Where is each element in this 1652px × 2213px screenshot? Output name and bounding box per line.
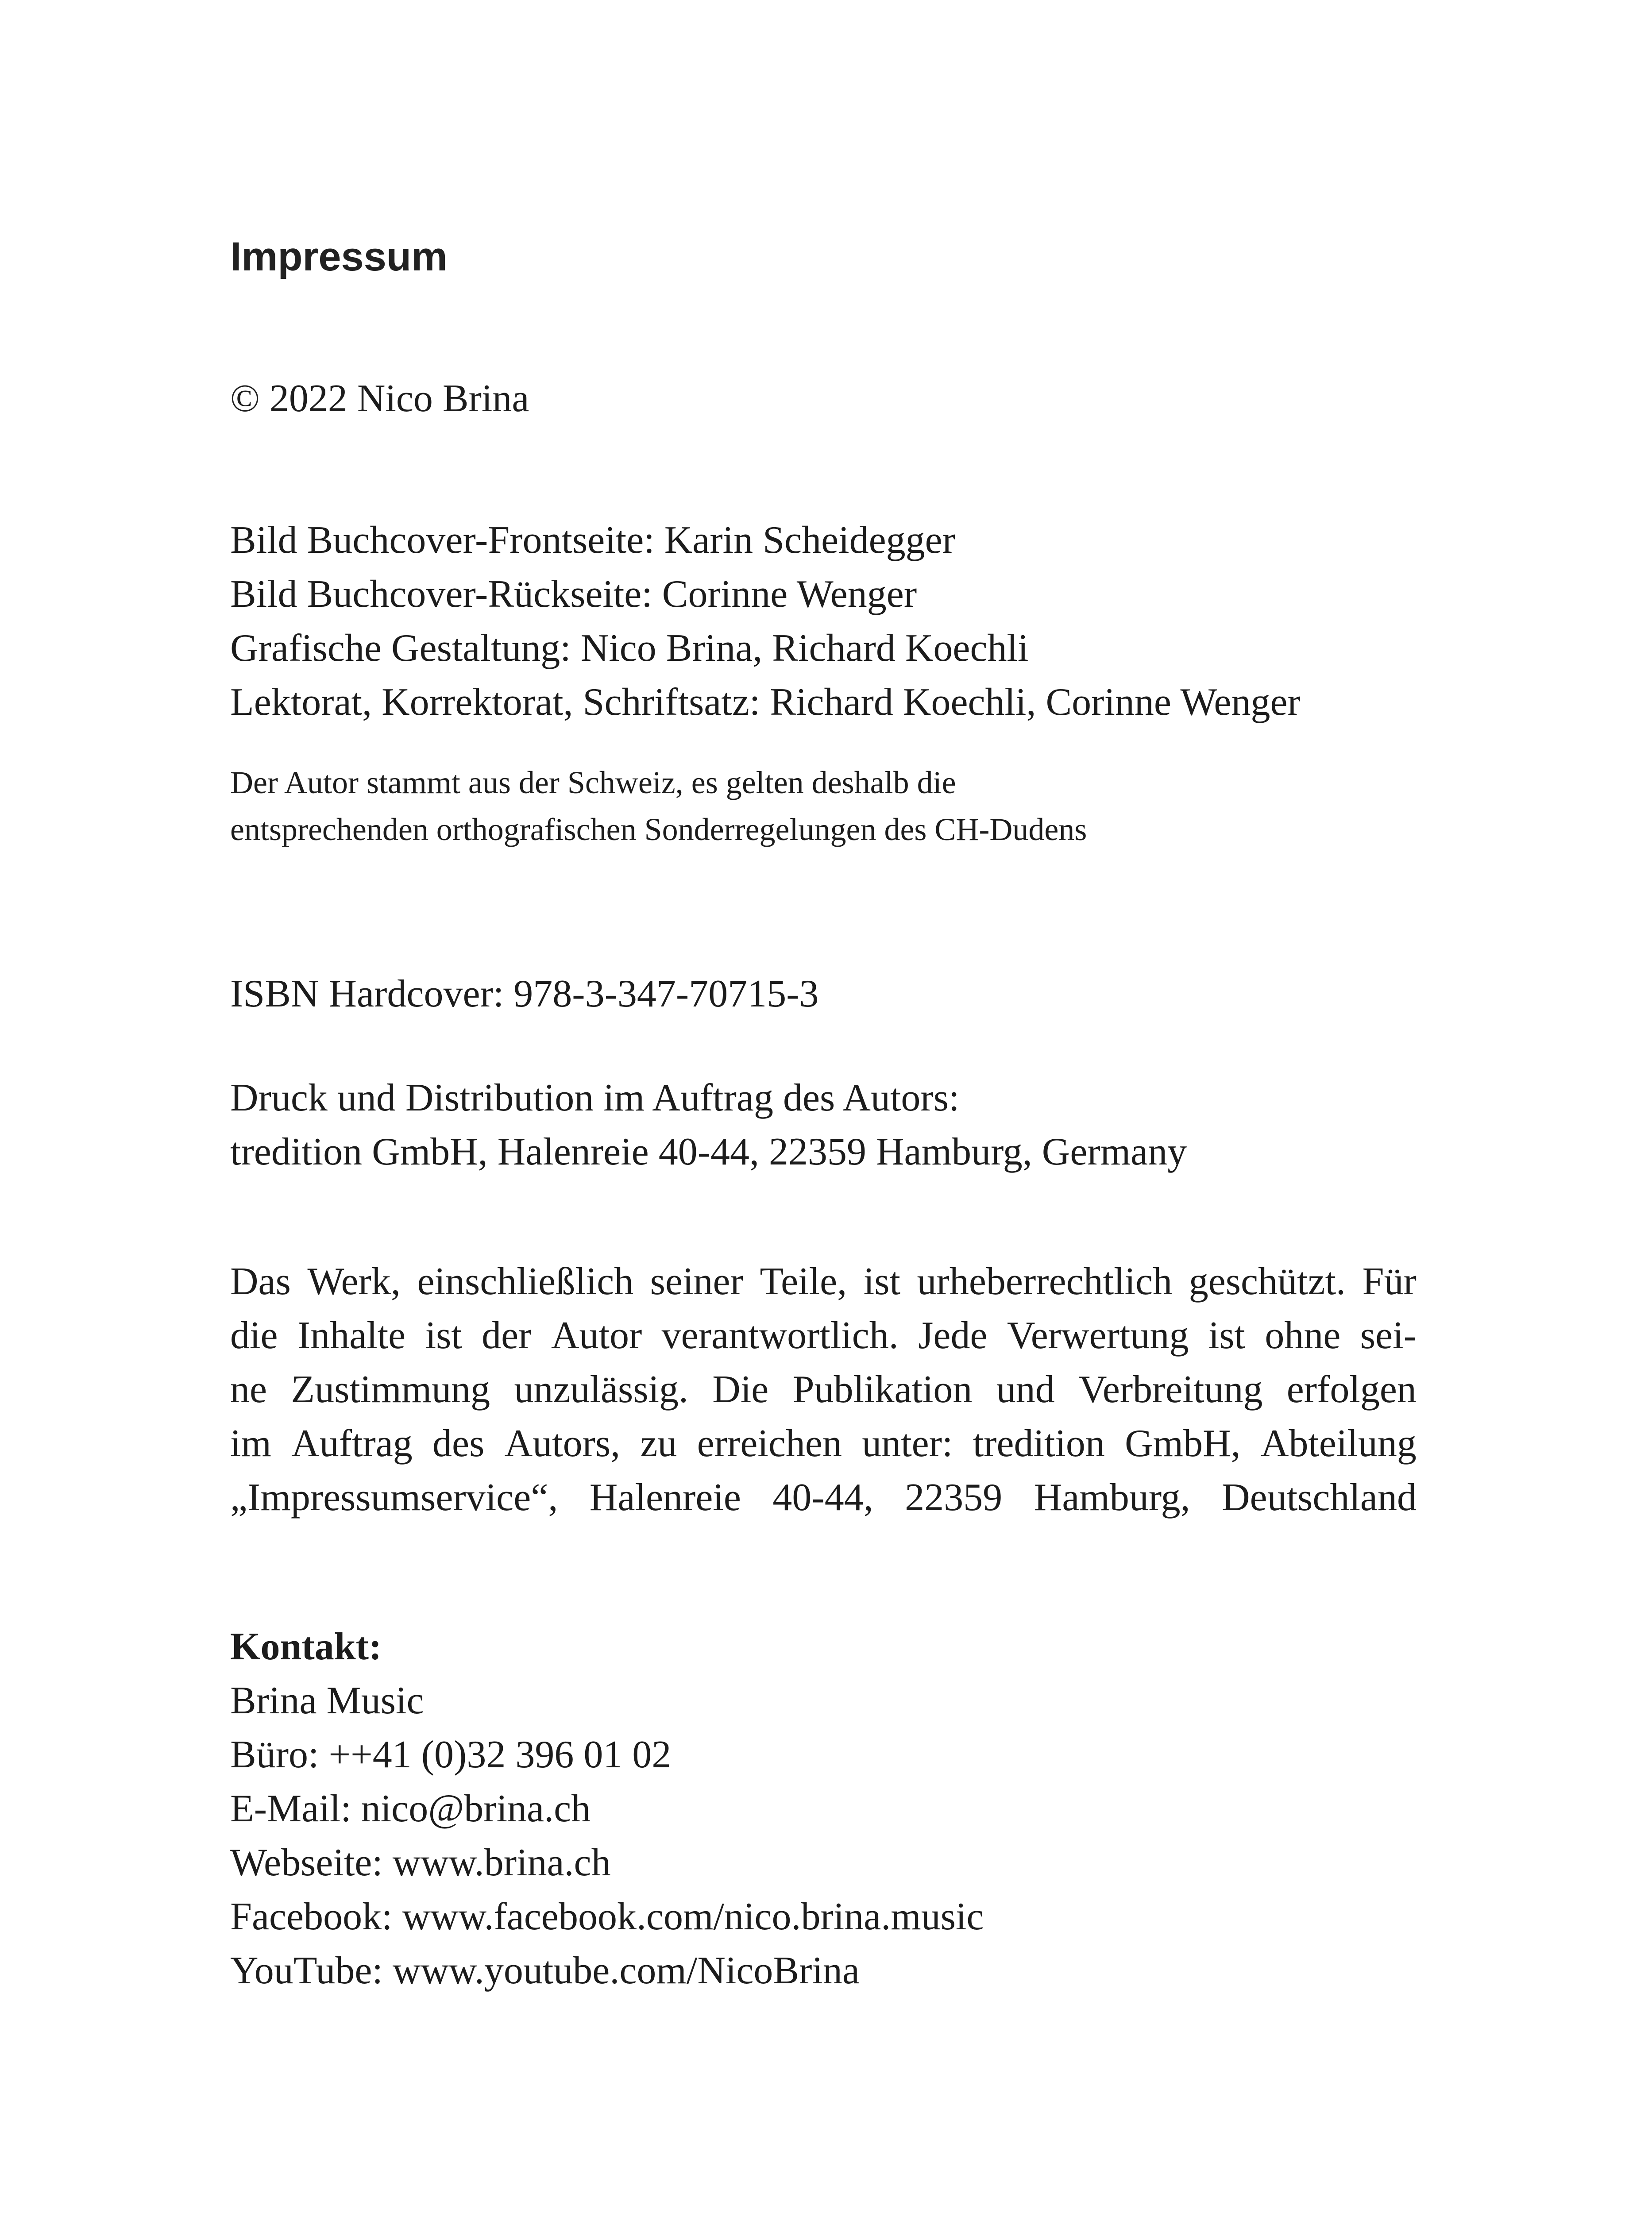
legal-word: Werk, bbox=[307, 1260, 401, 1303]
legal-word: „Impressumservice“, bbox=[230, 1476, 558, 1519]
legal-word: der bbox=[482, 1314, 532, 1357]
legal-word: Hamburg, bbox=[1034, 1476, 1190, 1519]
legal-word: ohne bbox=[1265, 1314, 1341, 1357]
contact-section bbox=[230, 1620, 1425, 1998]
legal-line bbox=[230, 1255, 1417, 1309]
isbn-section bbox=[230, 967, 1425, 1021]
contact-company: Brina Music bbox=[230, 1679, 424, 1722]
contact-phone: Büro: ++41 (0)32 396 01 02 bbox=[230, 1733, 672, 1776]
isbn-line: ISBN Hardcover: 978-3-347-70715-3 bbox=[230, 972, 819, 1015]
credit-line: Grafische Gestaltung: Nico Brina, Richard Koechli bbox=[230, 627, 1029, 670]
note-line: Der Autor stammt aus der Schweiz, es gelten deshalb die bbox=[230, 765, 956, 800]
legal-word: Für bbox=[1362, 1260, 1417, 1303]
legal-word: im bbox=[230, 1422, 271, 1465]
legal-word: Deutschland bbox=[1222, 1476, 1417, 1519]
legal-word: Autors, bbox=[504, 1422, 621, 1465]
legal-word: die bbox=[230, 1314, 278, 1357]
legal-word: zu bbox=[640, 1422, 677, 1465]
legal-word: urheberrechtlich bbox=[917, 1260, 1173, 1303]
contact-facebook: Facebook: www.facebook.com/nico.brina.music bbox=[230, 1895, 984, 1938]
contact-website: Webseite: www.brina.ch bbox=[230, 1841, 611, 1884]
contact-email: E-Mail: nico@brina.ch bbox=[230, 1787, 591, 1830]
legal-word: tredition bbox=[973, 1422, 1105, 1465]
legal-word: Die bbox=[712, 1368, 769, 1411]
legal-word: einschließlich bbox=[417, 1260, 634, 1303]
legal-word: Auftrag bbox=[291, 1422, 413, 1465]
legal-word: Verwertung bbox=[1007, 1314, 1189, 1357]
copyright-notice bbox=[230, 372, 1425, 426]
contact-youtube: YouTube: www.youtube.com/NicoBrina bbox=[230, 1949, 860, 1992]
legal-word: verantwortlich. bbox=[661, 1314, 899, 1357]
copyright-line: © 2022 Nico Brina bbox=[230, 377, 529, 420]
legal-line bbox=[230, 1309, 1417, 1363]
legal-word: Halenreie bbox=[589, 1476, 741, 1519]
credit-line: Lektorat, Korrektorat, Schriftsatz: Richard Koechli, Corinne Wenger bbox=[230, 681, 1301, 724]
legal-word: 40-44, bbox=[772, 1476, 873, 1519]
legal-word: Inhalte bbox=[297, 1314, 406, 1357]
credit-line: Bild Buchcover-Rückseite: Corinne Wenger bbox=[230, 573, 917, 616]
contact-heading: Kontakt: bbox=[230, 1625, 382, 1668]
print-line: tredition GmbH, Halenreie 40-44, 22359 Hamburg, Germany bbox=[230, 1130, 1187, 1173]
legal-word: unter: bbox=[862, 1422, 953, 1465]
legal-word: ist bbox=[1208, 1314, 1246, 1357]
legal-word: erfolgen bbox=[1286, 1368, 1417, 1411]
legal-word: unzulässig. bbox=[514, 1368, 688, 1411]
legal-word: Zustimmung bbox=[291, 1368, 490, 1411]
legal-line bbox=[230, 1417, 1417, 1471]
legal-word: ist bbox=[863, 1260, 900, 1303]
credits-section bbox=[230, 513, 1425, 729]
legal-word: sei- bbox=[1360, 1314, 1417, 1357]
legal-word: Verbreitung bbox=[1079, 1368, 1263, 1411]
legal-word: Das bbox=[230, 1260, 291, 1303]
credit-line: Bild Buchcover-Frontseite: Karin Scheidegger bbox=[230, 519, 956, 562]
legal-line bbox=[230, 1363, 1417, 1417]
legal-word: ist bbox=[425, 1314, 462, 1357]
legal-word: seiner bbox=[650, 1260, 743, 1303]
legal-word: 22359 bbox=[905, 1476, 1003, 1519]
legal-word: GmbH, bbox=[1125, 1422, 1241, 1465]
page-title: Impressum bbox=[230, 234, 448, 279]
copyright-legal-paragraph bbox=[230, 1255, 1417, 1525]
print-line: Druck und Distribution im Auftrag des Autors: bbox=[230, 1076, 960, 1119]
note-line: entsprechenden orthografischen Sonderregelungen des CH-Dudens bbox=[230, 812, 1087, 847]
legal-word: Publikation bbox=[792, 1368, 973, 1411]
legal-word: geschützt. bbox=[1189, 1260, 1346, 1303]
print-distribution-section bbox=[230, 1071, 1425, 1179]
orthography-note bbox=[230, 759, 1425, 853]
legal-word: Jede bbox=[918, 1314, 988, 1357]
legal-word: Abteilung bbox=[1260, 1422, 1417, 1465]
legal-word: Autor bbox=[551, 1314, 642, 1357]
legal-word: und bbox=[996, 1368, 1055, 1411]
legal-word: Teile, bbox=[760, 1260, 847, 1303]
legal-line bbox=[230, 1471, 1417, 1525]
legal-word: erreichen bbox=[697, 1422, 842, 1465]
legal-word: des bbox=[432, 1422, 485, 1465]
legal-word: ne bbox=[230, 1368, 267, 1411]
